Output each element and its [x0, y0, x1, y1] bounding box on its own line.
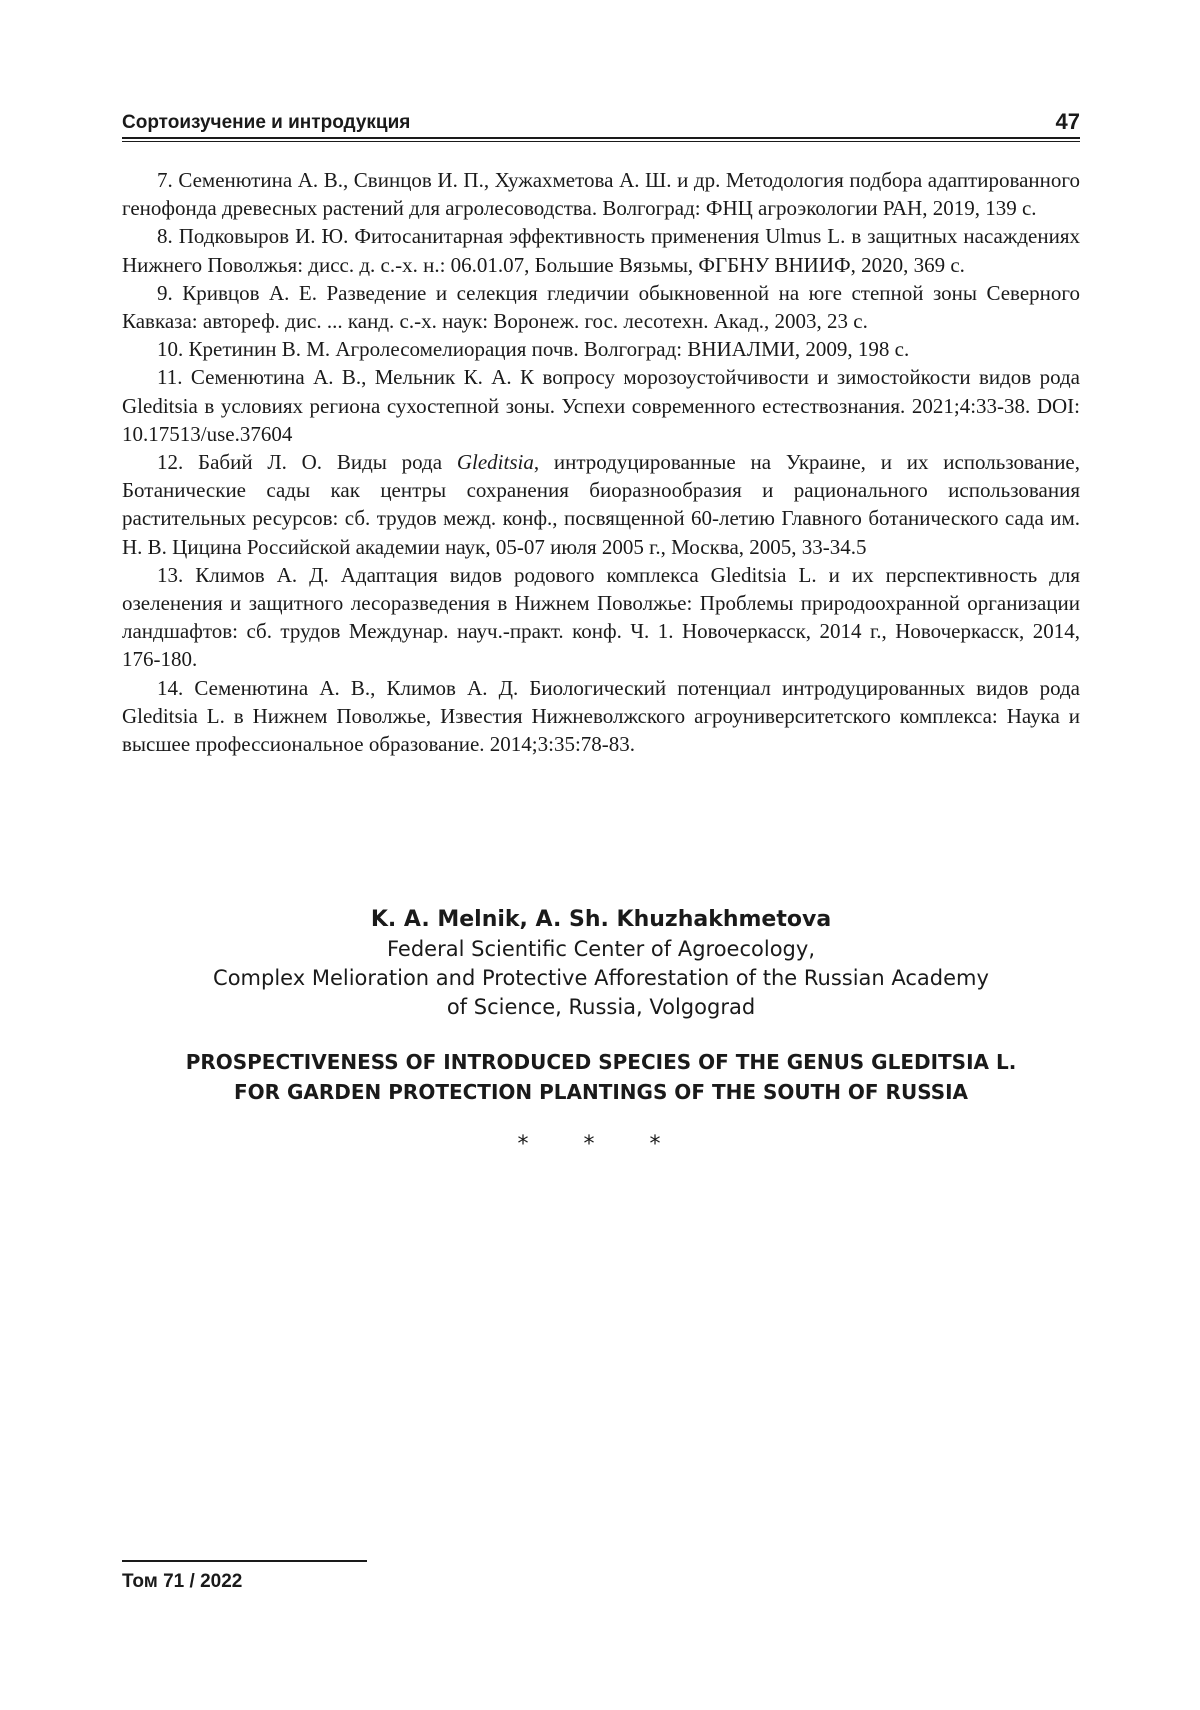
reference-italic-genus: Gleditsia: [456, 450, 534, 475]
article-title-line-1: PROSPECTIVENESS OF INTRODUCED SPECIES OF THE GENUS GLEDITSIA L.: [185, 1050, 1017, 1074]
reference-item: [122, 674, 1080, 759]
footer-rule: [122, 1560, 367, 1562]
reference-text-continued: , интродуцированные на Украине, и их использование, Ботанические сады как центры сохранения биоразнообразия и рационального использования растительных ресурсов: сб. трудов межд. конф., посвященной 60-летию Главного ботанического сада им. Н. В. Цицина Российской академии наук, 05-07 июля 2005 г., Москва, 2005, 33-34.5: [122, 450, 1081, 559]
article-title: [122, 1047, 1080, 1107]
reference-text: 10. Кретинин В. М. Агролесомелиорация почв. Волгоград: ВНИАЛМИ, 2009, 198 с.: [157, 337, 910, 362]
section-separator: * * *: [517, 1132, 685, 1157]
reference-text: 7. Семенютина А. В., Свинцов И. П., Хужахметова А. Ш. и др. Методология подбора адаптированного генофонда древесных растений для агролесоводства. Волгоград: ФНЦ агроэкологии РАН, 2019, 139 с.: [122, 168, 1080, 221]
article-title-line-2: FOR GARDEN PROTECTION PLANTINGS OF THE SOUTH OF RUSSIA: [233, 1080, 969, 1104]
volume-footer: Том 71 / 2022: [122, 1571, 243, 1592]
reference-item: [122, 363, 1080, 448]
reference-text: 12. Бабий Л. О. Виды рода: [157, 450, 457, 475]
reference-text: 8. Подковыров И. Ю. Фитосанитарная эффективность применения Ulmus L. в защитных насаждениях Нижнего Поволжья: дисс. д. с.-х. н.: 06.01.07, Большие Вязьмы, ФГБНУ ВНИИФ, 2020, 369 с.: [122, 224, 1080, 277]
header-rule-thin: [122, 141, 1080, 142]
author-block: [122, 905, 1080, 1022]
author-names: K. A. Melnik, A. Sh. Khuzhakhmetova: [370, 907, 832, 932]
reference-item: [122, 561, 1080, 674]
reference-item: [122, 166, 1080, 222]
reference-text: 13. Климов А. Д. Адаптация видов родового комплекса Gleditsia L. и их перспективность для озеленения и защитного лесоразведения в Нижнем Поволжье: Проблемы природоохранной организации ландшафтов: сб. трудов Междунар. науч.-практ. конф. Ч. 1. Новочеркасск, 2014 г., Новочеркасск, 2014, 176-180.: [122, 562, 1080, 672]
page-number: 47: [1055, 109, 1080, 134]
reference-text: 9. Кривцов А. Е. Разведение и селекция гледичии обыкновенной на юге степной зоны Северного Кавказа: автореф. дис. ... канд. с.-х. наук: Воронеж. гос. лесотехн. Акад., 2003, 23 с.: [122, 280, 1080, 334]
reference-list: [122, 166, 1080, 758]
affiliation-line-3: of Science, Russia, Volgograd: [446, 995, 756, 1019]
reference-item: [122, 279, 1080, 335]
section-title: Сортоизучение и интродукция: [122, 112, 411, 133]
reference-text: 14. Семенютина А. В., Климов А. Д. Биологический потенциал интродуцированных видов рода Gleditsia L. в Нижнем Поволжье, Известия Нижневолжского агроуниверситетского комплекса: Наука и высшее профессиональное образование. 2014;3:35:78-83.: [122, 675, 1080, 757]
reference-item: [122, 335, 1080, 363]
affiliation-line-1: Federal Scientific Center of Agroecology,: [387, 937, 815, 961]
reference-item: [122, 222, 1080, 278]
reference-item: [122, 448, 1080, 561]
reference-text: 11. Семенютина А. В., Мельник К. А. К вопросу морозоустойчивости и зимостойкости видов рода Gleditsia в условиях региона сухостепной зоны. Успехи современного естествознания. 2021;4:33-38. DOI: 10.17513/use.37604: [122, 365, 1080, 446]
affiliation-line-2: Complex Melioration and Protective Afforestation of the Russian Academy: [213, 966, 989, 990]
header-rule-thick: [122, 137, 1080, 139]
